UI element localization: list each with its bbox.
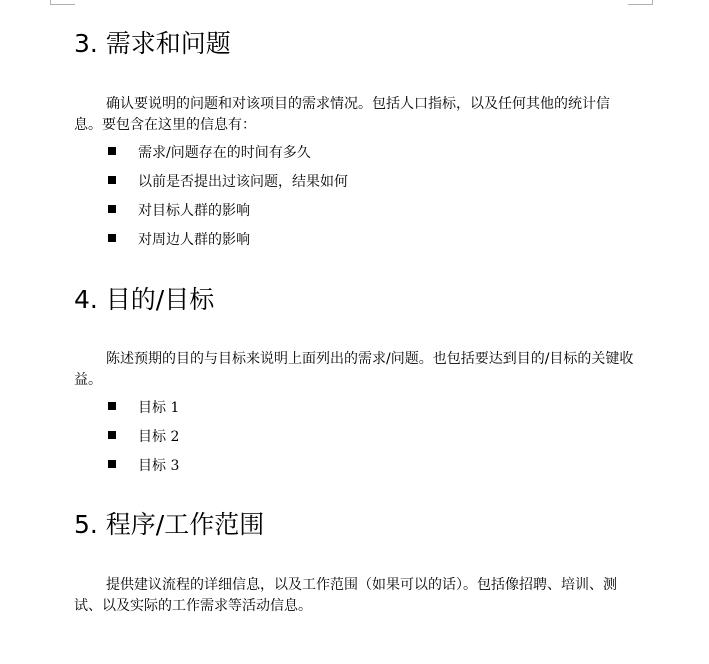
section-3-paragraph: 确认要说明的问题和对该项目的需求情况。包括人口指标，以及任何其他的统计信息。要包含在这里的信息有：	[74, 96, 610, 133]
section-4-bullet-list	[108, 394, 179, 481]
square-bullet-icon	[108, 460, 116, 468]
list-item-text: 需求/问题存在的时间有多久	[138, 145, 311, 161]
list-item	[108, 394, 179, 423]
list-item	[108, 423, 179, 452]
page-corner-mark-right	[628, 0, 653, 5]
section-4-heading: 4. 目的/目标	[74, 285, 215, 314]
section-5-paragraph: 提供建议流程的详细信息，以及工作范围（如果可以的话）。包括像招聘、培训、测试、以及实际的工作需求等活动信息。	[74, 577, 617, 614]
square-bullet-icon	[108, 147, 116, 155]
square-bullet-icon	[108, 176, 116, 184]
list-item	[108, 452, 179, 481]
square-bullet-icon	[108, 431, 116, 439]
list-item-text: 目标 1	[138, 400, 180, 416]
square-bullet-icon	[108, 205, 116, 213]
section-5-heading: 5. 程序/工作范围	[74, 510, 265, 539]
page-corner-mark-left	[50, 0, 75, 5]
list-item-text: 以前是否提出过该问题，结果如何	[138, 174, 348, 190]
list-item-text: 目标 3	[138, 458, 180, 474]
list-item	[108, 226, 348, 255]
list-item	[108, 168, 348, 197]
section-3-bullet-list	[108, 139, 348, 255]
square-bullet-icon	[108, 234, 116, 242]
list-item	[108, 197, 348, 226]
square-bullet-icon	[108, 402, 116, 410]
section-4-paragraph: 陈述预期的目的与目标来说明上面列出的需求/问题。也包括要达到目的/目标的关键收益。	[74, 351, 634, 388]
list-item-text: 对周边人群的影响	[138, 232, 250, 248]
list-item	[108, 139, 348, 168]
list-item-text: 目标 2	[138, 429, 180, 445]
list-item-text: 对目标人群的影响	[138, 203, 250, 219]
section-3-heading: 3. 需求和问题	[74, 29, 231, 58]
